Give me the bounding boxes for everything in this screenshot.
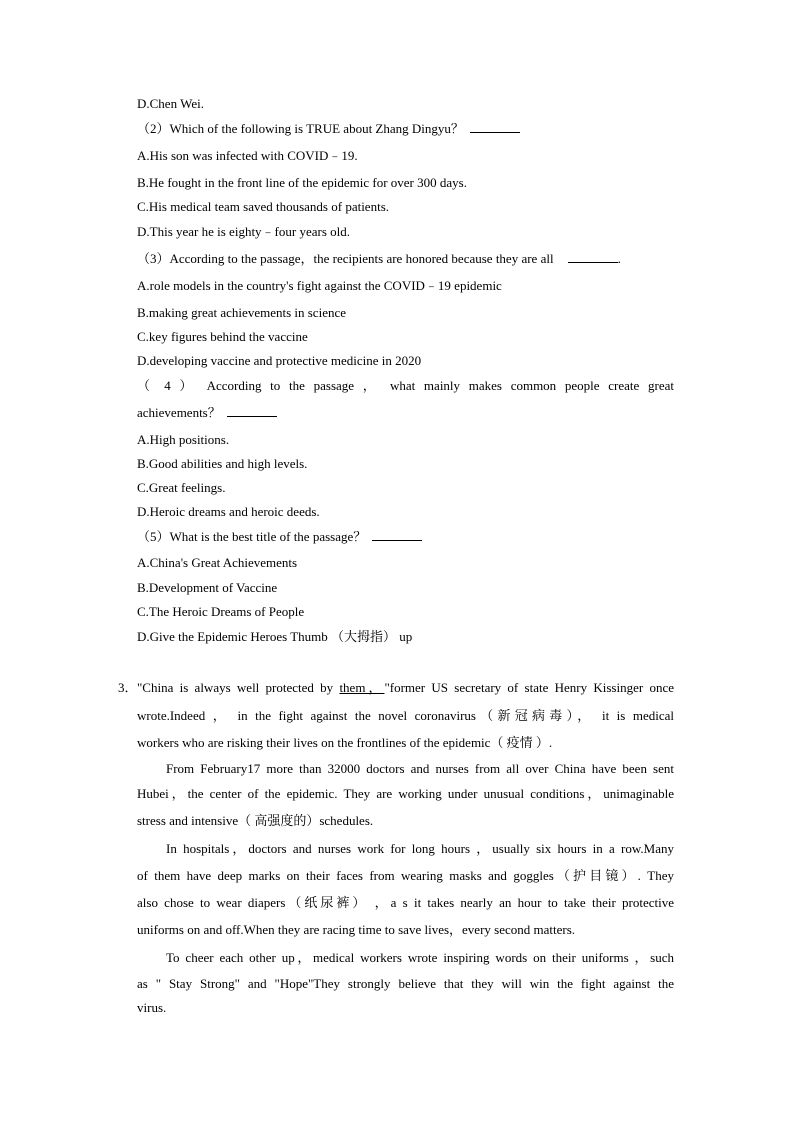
option-b3: B.making great achievements in science bbox=[137, 305, 347, 320]
sub-question-4-cont: achievements？ bbox=[137, 405, 277, 421]
option-a2: A.His son was infected with COVID﹣19. bbox=[137, 148, 358, 163]
option-c4: C.Great feelings. bbox=[137, 480, 226, 495]
answer-blank[interactable] bbox=[470, 121, 520, 133]
option-d3: D.developing vaccine and protective medicine in 2020 bbox=[137, 353, 422, 368]
question-number: 3． bbox=[118, 680, 138, 695]
option-c5: C.The Heroic Dreams of People bbox=[137, 604, 305, 619]
option-b2: B.He fought in the front line of the epidemic for over 300 days. bbox=[137, 175, 467, 190]
option-a4: A.High positions. bbox=[137, 432, 230, 447]
paragraph-4-line-2: as " Stay Strong" and "Hope"They strongly believe that they will win the fight against the bbox=[137, 976, 674, 991]
answer-blank[interactable] bbox=[372, 529, 422, 541]
paragraph-3-line-2: of them have deep marks on their faces from wearing masks and goggles（护目镜）. They bbox=[137, 868, 674, 883]
paragraph-1-line-1: "China is always well protected by them，"former US secretary of state Henry Kissinger once bbox=[137, 680, 674, 695]
sub-question-2: （2）Which of the following is TRUE about Zhang Dingyu？ bbox=[137, 121, 520, 137]
sub-question-4: （ 4 ） According to the passage ， what mainly makes common people create great bbox=[137, 378, 674, 393]
option-c2: C.His medical team saved thousands of patients. bbox=[137, 199, 390, 214]
paragraph-3-line-1: In hospitals，doctors and nurses work for long hours ，usually six hours in a row.Many bbox=[166, 841, 674, 856]
paragraph-4-line-3: virus. bbox=[137, 1000, 167, 1015]
option-d2: D.This year he is eighty﹣four years old. bbox=[137, 224, 351, 239]
option-a5: A.China's Great Achievements bbox=[137, 555, 298, 570]
option-b5: B.Development of Vaccine bbox=[137, 580, 278, 595]
paragraph-2-line-3: stress and intensive（ 高强度的）schedules. bbox=[137, 813, 374, 828]
sub-question-3: （3）According to the passage，the recipients are honored because they are all . bbox=[137, 251, 621, 266]
paragraph-2-line-2: Hubei，the center of the epidemic. They are working under unusual conditions，unimaginable bbox=[137, 786, 674, 801]
paragraph-1-line-2: wrote.Indeed ， in the fight against the novel coronavirus（新冠病毒）， it is medical bbox=[137, 708, 674, 723]
answer-blank[interactable] bbox=[568, 251, 618, 263]
option-b4: B.Good abilities and high levels. bbox=[137, 456, 308, 471]
paragraph-3-line-4: uniforms on and off.When they are racing time to save lives，every second matters. bbox=[137, 922, 576, 937]
answer-blank[interactable] bbox=[227, 405, 277, 417]
option-d5: D.Give the Epidemic Heroes Thumb （大拇指） up bbox=[137, 629, 413, 644]
option-c3: C.key figures behind the vaccine bbox=[137, 329, 308, 344]
paragraph-1-line-3: workers who are risking their lives on the frontlines of the epidemic（ 疫情 ）. bbox=[137, 735, 553, 750]
paragraph-4-line-1: To cheer each other up，medical workers wrote inspiring words on their uniforms ，such bbox=[166, 950, 675, 965]
sub-question-5: （5）What is the best title of the passage？ bbox=[137, 529, 422, 545]
option-a3: A.role models in the country's fight against the COVID﹣19 epidemic bbox=[137, 278, 502, 293]
paragraph-2-line-1: From February17 more than 32000 doctors and nurses from all over China have been sent bbox=[166, 761, 674, 776]
option-d4: D.Heroic dreams and heroic deeds. bbox=[137, 504, 320, 519]
option-d1: D.Chen Wei. bbox=[137, 96, 204, 111]
paragraph-3-line-3: also chose to wear diapers（纸尿裤） ，a s it takes nearly an hour to take their protective bbox=[137, 895, 674, 910]
